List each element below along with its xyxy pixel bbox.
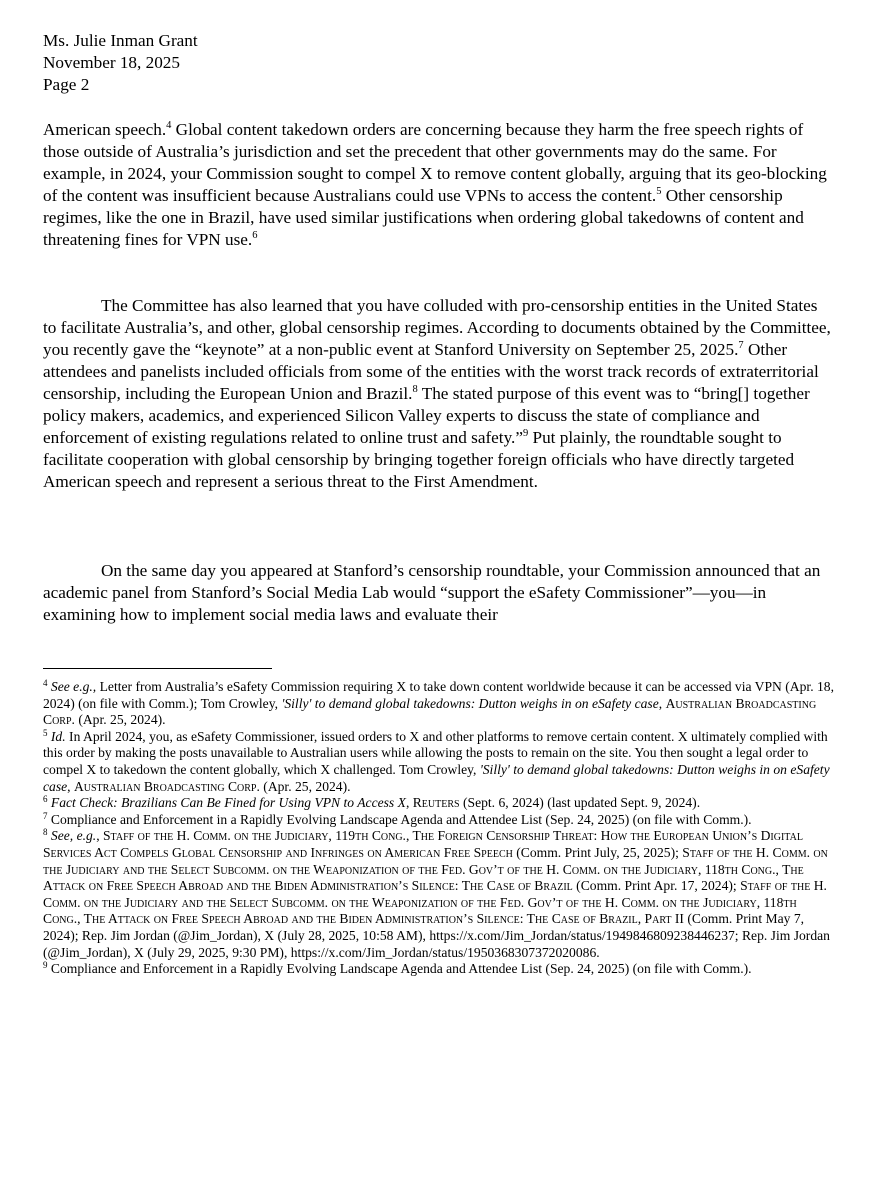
p2-text-a: The Committee has also learned that you have colluded with pro-censorship entities in the United States to facilitate Australia’s, and other, global censorship regimes. According to documents obtained by the Committee, you recently gave the “keynote” at a non-public event at Stanford University on September 25, 2025.: [43, 296, 831, 359]
page-number: Page 2: [43, 75, 90, 94]
p1-text-a: American speech.: [43, 120, 167, 139]
footnote-ref-7[interactable]: 7: [738, 340, 744, 351]
footnote-7: [43, 812, 835, 829]
fn8-text-h: (Comm. Print May 7, 2024); Rep. Jim Jordan (@Jim_Jordan), X (July 28, 2025, 10:58 AM), https://x.com/Jim_Jordan/status/1949846809238446237; Rep. Jim Jordan (@Jim_Jordan), X (July 29, 2025, 9:30 PM), https://x.com/Jim_Jordan/status/1950368307372020086.: [43, 911, 830, 960]
fn5-publisher: Australian Broadcasting Corp.: [73, 778, 260, 794]
fn5-article-title: 'Silly' to demand global takedowns: Dutton weighs in on eSafety case: [43, 761, 830, 794]
fn6-date: (Sept. 6, 2024) (last updated Sept. 9, 2024).: [459, 795, 701, 811]
fn4-date: (Apr. 25, 2024).: [74, 712, 166, 728]
p1-text-c: Other censorship regimes, like the one in Brazil, have used similar justifications when ordering global takedowns of content and threatening fines for VPN use.: [43, 186, 804, 249]
footnote-ref-6[interactable]: 6: [252, 230, 258, 241]
footnote-ref-5[interactable]: 5: [656, 186, 662, 197]
p2-text-b: Other attendees and panelists included officials from some of the entities with the worst track records of extraterritorial censorship, including the European Union and Brazil.: [43, 340, 819, 403]
recipient-name: Ms. Julie Inman Grant: [43, 31, 198, 50]
p3-text-a: On the same day you appeared at Stanford’s censorship roundtable, your Commission announced that an academic panel from Stanford’s Social Media Lab would “support the eSafety Commissioner”—you—in examining how to implement social media laws and evaluate their: [43, 561, 821, 624]
footnote-4: [43, 679, 835, 729]
fn8-text-d: (Comm. Print July, 25, 2025);: [512, 844, 683, 860]
fn4-text-b: Letter from Australia’s eSafety Commission requiring X to take down content worldwide because it can be accessed via VPN (Apr. 18, 2024) (on file with Comm.); Tom Crowley,: [43, 679, 834, 711]
fn6-sep: ,: [405, 795, 413, 811]
fn8-report-3: Staff of the H. Comm. on the Judiciary and the Select Subcomm. on the Weaponization of the Fed. Gov’t of the H. Comm. on the Judiciary, 118th Cong., The Attack on Free Speech Abroad and the Biden Administration’s Silence: The Case of Brazil, Part II: [43, 878, 827, 927]
paragraph-2: [43, 295, 833, 493]
footnote-separator: [43, 668, 272, 669]
paragraph-1: [43, 119, 833, 251]
fn9-text: Compliance and Enforcement in a Rapidly Evolving Landscape Agenda and Attendee List (Sep. 24, 2025) (on file with Comm.).: [50, 961, 752, 977]
fn4-signal: See e.g.,: [50, 679, 97, 694]
p2-text-d: Put plainly, the roundtable sought to facilitate cooperation with global censorship by bringing together foreign officials who have directly targeted American speech and represent a serious threat to the First Amendment.: [43, 428, 795, 491]
footnote-ref-9[interactable]: 9: [522, 428, 529, 439]
fn4-publisher: Australian Broadcasting Corp.: [43, 695, 817, 728]
footnotes: [43, 679, 835, 978]
footnote-number: 8: [43, 827, 48, 838]
footnote-9: [43, 961, 835, 978]
paragraph-3: [43, 560, 833, 626]
letter-header: [43, 30, 198, 96]
p1-text-b: Global content takedown orders are concerning because they harm the free speech rights of those outside of Australia’s jurisdiction and set the precedent that other governments may do the same. For example, in 2024, your Commission sought to compel X to remove content globally, arguing that its geo-blocking of the content was insufficient because Australians could use VPNs to access the content.: [43, 120, 827, 205]
fn5-text-b: In April 2024, you, as eSafety Commissioner, issued orders to X and other platforms to remove certain content. X ultimately complied with this order by making the posts unavailable to Australian users while allowing the posts to remain on the site. You then sought a legal order to compel X to takedown the content globally, which X challenged. Tom Crowley,: [43, 728, 828, 777]
p2-text-c: The stated purpose of this event was to “bring[] together policy makers, academics, and experienced Silicon Valley experts to discuss the state of compliance and enforcement of existing regulations related to online trust and safety.”: [43, 384, 810, 447]
fn8-signal: See, e.g.: [50, 828, 97, 844]
footnote-number: 6: [43, 794, 48, 805]
fn6-article-title: Fact Check: Brazilians Can Be Fined for Using VPN to Access X: [50, 795, 406, 811]
fn8-text-f: (Comm. Print Apr. 17, 2024);: [572, 878, 741, 894]
footnote-5: [43, 729, 835, 795]
footnote-6: [43, 795, 835, 812]
fn7-text: Compliance and Enforcement in a Rapidly Evolving Landscape Agenda and Attendee List (Sep. 24, 2025) (on file with Comm.).: [50, 811, 752, 827]
fn8-sep: ,: [96, 828, 103, 844]
footnote-number: 7: [43, 810, 48, 821]
footnote-ref-4[interactable]: 4: [166, 120, 172, 131]
footnote-8: [43, 828, 835, 961]
fn8-report-1: Staff of the H. Comm. on the Judiciary, 119th Cong., The Foreign Censorship Threat: How the European Union’s Digital Services Act Compels Global Censorship and Infringes on American Free Speech: [43, 828, 803, 860]
fn4-sep: ,: [658, 695, 666, 711]
fn6-publisher: Reuters: [412, 795, 460, 811]
footnote-number: 5: [43, 727, 48, 738]
fn5-sep: ,: [67, 778, 74, 794]
footnote-number: 9: [43, 960, 48, 971]
fn8-report-2: Staff of the H. Comm. on the Judiciary and the Select Subcomm. on the Weaponization of the Fed. Gov’t of the H. Comm. on the Judiciary, 118th Cong., The Attack on Free Speech Abroad and the Biden Administration’s Silence: The Case of Brazil: [43, 844, 828, 894]
letter-date: November 18, 2025: [43, 53, 180, 72]
fn5-signal: Id.: [50, 728, 66, 744]
fn4-article-title: 'Silly' to demand global takedowns: Dutton weighs in on eSafety case: [281, 695, 659, 711]
footnote-number: 4: [43, 678, 48, 688]
footnote-ref-8[interactable]: 8: [412, 384, 418, 395]
fn5-date: (Apr. 25, 2024).: [259, 778, 351, 794]
